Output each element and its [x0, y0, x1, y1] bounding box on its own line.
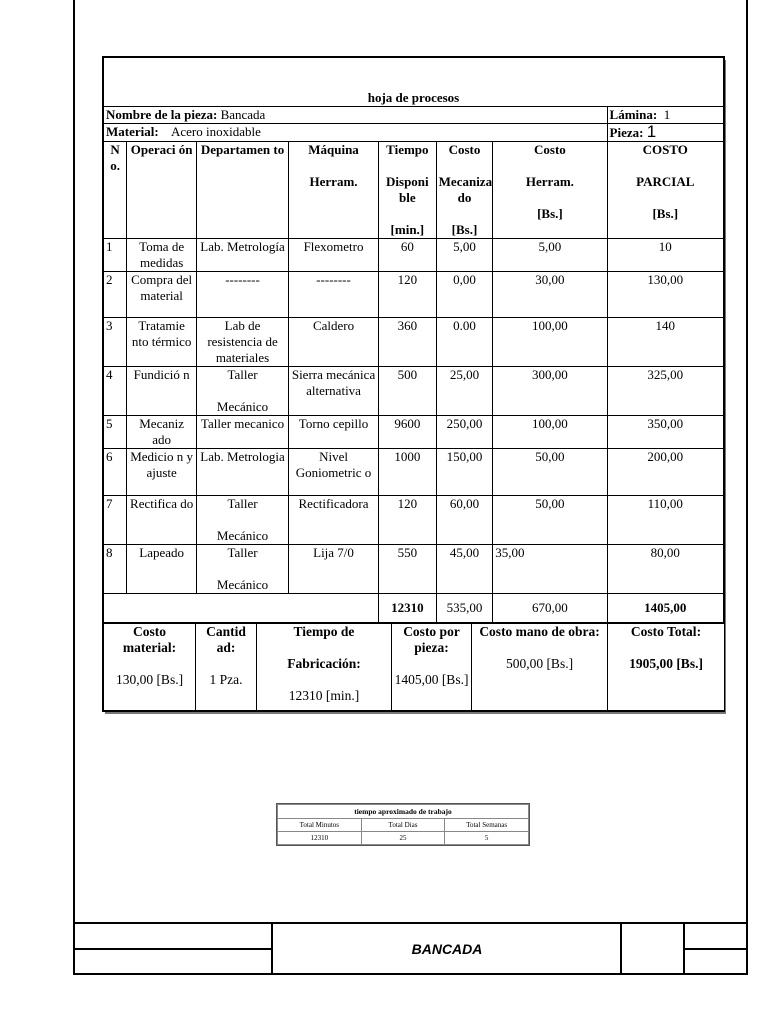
cell-costo-parcial: 110,00: [607, 496, 723, 545]
total-costo-herram: 670,00: [493, 594, 607, 623]
lamina-cell: [607, 107, 723, 124]
header-tiempo: [379, 142, 437, 239]
cell-costo-herram: 35,00: [493, 545, 607, 594]
cell-no: 8: [104, 545, 127, 594]
total-tiempo: 12310: [379, 594, 437, 623]
summary-tiempo-label: Tiempo de: [293, 624, 355, 639]
column-header-row: [104, 142, 724, 239]
header-costo-mecanizado: [436, 142, 493, 239]
cell-operacion: Medicio n y ajuste: [127, 449, 197, 496]
work-time-table: [276, 803, 530, 846]
cell-costo-mecanizado: 60,00: [436, 496, 493, 545]
cell-departamento: [197, 367, 289, 416]
cell-departamento: [197, 496, 289, 545]
summary-tiempo-fabricacion: [257, 624, 392, 711]
totals-empty-cell: [104, 594, 379, 623]
table-row: [104, 416, 724, 449]
lamina-value: 1: [663, 107, 671, 122]
summary-tiempo-value: 12310 [min.]: [288, 688, 360, 703]
summary-costo-pieza-value: 1405,00 [Bs.]: [394, 672, 469, 687]
cell-costo-herram: 5,00: [493, 239, 607, 272]
frame-right-border: [746, 0, 748, 975]
title-block-right-divider: [684, 948, 748, 950]
cell-tiempo: 120: [379, 496, 437, 545]
cell-operacion: Lapeado: [127, 545, 197, 594]
cell-no: 4: [104, 367, 127, 416]
cell-maquina: Lija 7/0: [289, 545, 379, 594]
work-time-weeks: 5: [445, 832, 529, 845]
cell-operacion: Mecaniz ado: [127, 416, 197, 449]
header-tiempo-label: Tiempo: [386, 142, 429, 157]
header-maquina-label: Máquina: [308, 142, 359, 157]
header-parcial-label: PARCIAL: [636, 174, 695, 189]
cell-tiempo: 9600: [379, 416, 437, 449]
cell-costo-mecanizado: 5,00: [436, 239, 493, 272]
cell-departamento-line2: Mecánico: [216, 528, 269, 543]
cell-departamento-line1: Taller: [227, 545, 258, 560]
cell-tiempo: 1000: [379, 449, 437, 496]
header-costo-herram: [493, 142, 607, 239]
cell-costo-parcial: 80,00: [607, 545, 723, 594]
summary-mano-obra: [472, 624, 608, 711]
cell-departamento: --------: [197, 272, 289, 318]
header-bs2-label: [Bs.]: [537, 206, 563, 221]
cell-operacion: Fundició n: [127, 367, 197, 416]
cell-departamento: [197, 545, 289, 594]
cell-tiempo: 550: [379, 545, 437, 594]
cell-maquina: Sierra mecánica alternativa: [289, 367, 379, 416]
pieza-cell: [607, 124, 723, 142]
cell-tiempo: 360: [379, 318, 437, 367]
summary-row: [104, 624, 725, 711]
summary-cantidad-value: 1 Pza.: [209, 672, 243, 687]
cell-costo-parcial: 325,00: [607, 367, 723, 416]
header-bs3-label: [Bs.]: [652, 206, 679, 221]
sheet-title: hoja de procesos: [104, 58, 724, 107]
totals-row: [104, 594, 724, 623]
header-costo-parcial: [607, 142, 723, 239]
cell-costo-herram: 300,00: [493, 367, 607, 416]
cell-costo-herram: 100,00: [493, 318, 607, 367]
summary-fabricacion-label: Fabricación:: [287, 656, 361, 671]
cell-no: 7: [104, 496, 127, 545]
process-table: [103, 57, 724, 623]
cell-operacion: Tratamie nto térmico: [127, 318, 197, 367]
cell-costo-parcial: 140: [607, 318, 723, 367]
summary-cantidad: [196, 624, 257, 711]
cell-departamento: Lab de resistencia de materiales: [197, 318, 289, 367]
header-maquina: [289, 142, 379, 239]
work-time-title: tiempo aproximado de trabajo: [278, 805, 529, 819]
cell-departamento-line1: Taller: [227, 496, 258, 511]
summary-costo-material: [104, 624, 196, 711]
header-herram-label: Herram.: [309, 174, 358, 189]
cell-costo-parcial: 10: [607, 239, 723, 272]
cell-costo-mecanizado: 250,00: [436, 416, 493, 449]
piece-name-label: Nombre de la pieza:: [106, 107, 218, 122]
summary-costo-total: [608, 624, 725, 711]
header-min-label: [min.]: [390, 222, 425, 237]
cell-maquina: --------: [289, 272, 379, 318]
summary-costo-total-label: Costo Total:: [630, 624, 702, 639]
process-sheet: [102, 56, 725, 712]
cell-departamento: Taller mecanico: [197, 416, 289, 449]
material-cell: [104, 124, 608, 142]
cell-costo-herram: 30,00: [493, 272, 607, 318]
work-time-minutes: 12310: [278, 832, 362, 845]
header-mecanizado-label: Mecaniza do: [438, 174, 493, 205]
table-row: [104, 367, 724, 416]
pieza-label: Pieza:: [609, 125, 644, 140]
cell-departamento-line1: Taller: [227, 367, 258, 382]
work-time-header-minutes: Total Minutos: [278, 819, 362, 832]
cell-maquina: Rectificadora: [289, 496, 379, 545]
cell-costo-mecanizado: 0,00: [436, 272, 493, 318]
cell-no: 1: [104, 239, 127, 272]
cell-operacion: Rectifica do: [127, 496, 197, 545]
header-disponible-label: Disponi ble: [386, 174, 429, 205]
cell-no: 5: [104, 416, 127, 449]
cell-tiempo: 500: [379, 367, 437, 416]
piece-name-cell: [104, 107, 608, 124]
header-costo-upper-label: COSTO: [642, 142, 688, 157]
cell-departamento-line2: Mecánico: [216, 577, 269, 592]
cell-operacion: Toma de medidas: [127, 239, 197, 272]
table-row: [104, 545, 724, 594]
pieza-value: 1: [646, 122, 657, 141]
cell-departamento: Lab. Metrología: [197, 239, 289, 272]
table-row: [104, 449, 724, 496]
cell-maquina: Torno cepillo: [289, 416, 379, 449]
cell-costo-parcial: 130,00: [607, 272, 723, 318]
work-time-days: 25: [361, 832, 445, 845]
header-operacion: Operaci ón: [127, 142, 197, 239]
header-departamento: Departamen to: [197, 142, 289, 239]
header-costo1-label: Costo: [448, 142, 481, 157]
summary-cantidad-label: Cantid ad:: [206, 624, 246, 655]
cell-no: 2: [104, 272, 127, 318]
title-block-vline-3: [683, 922, 685, 975]
cell-no: 6: [104, 449, 127, 496]
cell-maquina: Flexometro: [289, 239, 379, 272]
summary-costo-pieza-label: Costo por pieza:: [403, 624, 460, 655]
piece-name: Bancada: [220, 107, 266, 122]
cell-costo-mecanizado: 0.00: [436, 318, 493, 367]
table-row: [104, 318, 724, 367]
table-row: [104, 496, 724, 545]
cell-costo-mecanizado: 150,00: [436, 449, 493, 496]
cell-costo-herram: 100,00: [493, 416, 607, 449]
cell-maquina: Nivel Goniometric o: [289, 449, 379, 496]
cell-no: 3: [104, 318, 127, 367]
header-bs1-label: [Bs.]: [451, 222, 478, 237]
material-value: Acero inoxidable: [171, 124, 261, 139]
total-costo-mecanizado: 535,00: [436, 594, 493, 623]
header-no: N o.: [104, 142, 127, 239]
frame-left-border: [73, 0, 75, 975]
summary-mano-obra-label: Costo mano de obra:: [479, 624, 600, 639]
summary-mano-obra-value: 500,00 [Bs.]: [505, 656, 574, 671]
cell-departamento: Lab. Metrologia: [197, 449, 289, 496]
summary-costo-material-label: Costo material:: [122, 624, 177, 655]
summary-costo-material-value: 130,00 [Bs.]: [115, 672, 184, 687]
cell-costo-herram: 50,00: [493, 496, 607, 545]
lamina-label: Lámina:: [609, 107, 658, 122]
cell-costo-mecanizado: 45,00: [436, 545, 493, 594]
summary-table: [103, 623, 725, 711]
work-time-header-days: Total Dias: [361, 819, 445, 832]
cell-costo-parcial: 200,00: [607, 449, 723, 496]
cell-maquina: Caldero: [289, 318, 379, 367]
table-row: [104, 272, 724, 318]
cell-tiempo: 120: [379, 272, 437, 318]
header-herram2-label: Herram.: [525, 174, 574, 189]
cell-departamento-line2: Mecánico: [216, 399, 269, 414]
cell-tiempo: 60: [379, 239, 437, 272]
table-row: [104, 239, 724, 272]
header-costo2-label: Costo: [534, 142, 566, 157]
summary-costo-total-value: 1905,00 [Bs.]: [629, 656, 703, 671]
cell-costo-mecanizado: 25,00: [436, 367, 493, 416]
summary-costo-pieza: [392, 624, 472, 711]
cell-costo-herram: 50,00: [493, 449, 607, 496]
cell-operacion: Compra del material: [127, 272, 197, 318]
title-block-left-divider: [73, 948, 272, 950]
work-time-header-weeks: Total Semanas: [445, 819, 529, 832]
material-label: Material:: [106, 124, 159, 139]
cell-costo-parcial: 350,00: [607, 416, 723, 449]
total-costo-parcial: 1405,00: [607, 594, 723, 623]
title-block-name: BANCADA: [411, 941, 483, 957]
